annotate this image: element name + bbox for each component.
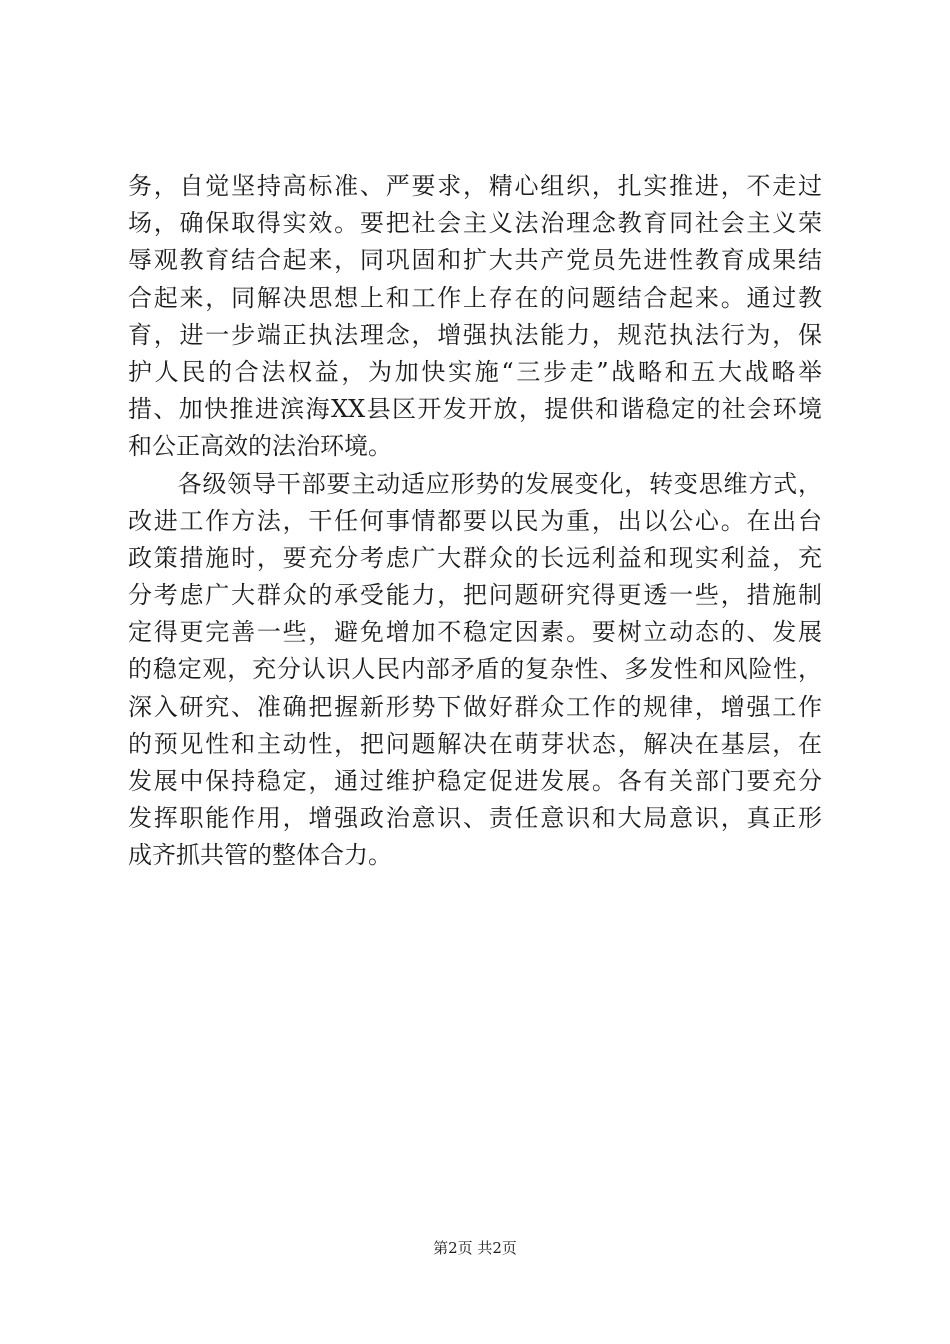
text-line: 场，确保取得实效。要把社会主义法治理念教育同社会主义荣 [128, 209, 822, 238]
text-line: 辱观教育结合起来，同巩固和扩大共产党员先进性教育成果结 [128, 246, 822, 275]
text-line: 成齐抓共管的整体合力。 [128, 841, 392, 870]
text-line: 深入研究、准确把握新形势下做好群众工作的规律，增强工作 [128, 692, 822, 721]
page-number-footer: 第2页 共2页 [433, 1239, 517, 1257]
text-line: 分考虑广大群众的承受能力，把问题研究得更透一些，措施制 [128, 581, 822, 610]
text-line: 育，进一步端正执法理念，增强执法能力，规范执法行为，保 [128, 320, 822, 349]
text-line: 政策措施时，要充分考虑广大群众的长远利益和现实利益，充 [128, 543, 822, 572]
text-line: 发展中保持稳定，通过维护稳定促进发展。各有关部门要充分 [128, 767, 822, 795]
text-line: 改进工作方法，干任何事情都要以民为重，出以公心。在出台 [128, 506, 822, 535]
text-line: 措、加快推进滨海XX县区开发开放，提供和谐稳定的社会环境 [128, 395, 822, 424]
text-line: 和公正高效的法治环境。 [128, 432, 392, 461]
text-line: 合起来，同解决思想上和工作上存在的问题结合起来。通过教 [128, 283, 822, 312]
text-line: 的稳定观，充分认识人民内部矛盾的复杂性、多发性和风险性， [128, 655, 822, 684]
text-line: 发挥职能作用，增强政治意识、责任意识和大局意识，真正形 [128, 804, 822, 833]
text-line: 护人民的合法权益，为加快实施“三步走”战略和五大战略举 [128, 357, 822, 386]
text-line: 的预见性和主动性，把问题解决在萌芽状态，解决在基层，在 [128, 729, 822, 758]
text-line: 定得更完善一些，避免增加不稳定因素。要树立动态的、发展 [128, 618, 822, 647]
text-line: 务，自觉坚持高标准、严要求，精心组织，扎实推进，不走过 [128, 172, 822, 200]
text-line: 各级领导干部要主动适应形势的发展变化，转变思维方式， [128, 469, 822, 498]
body-text [128, 168, 822, 875]
